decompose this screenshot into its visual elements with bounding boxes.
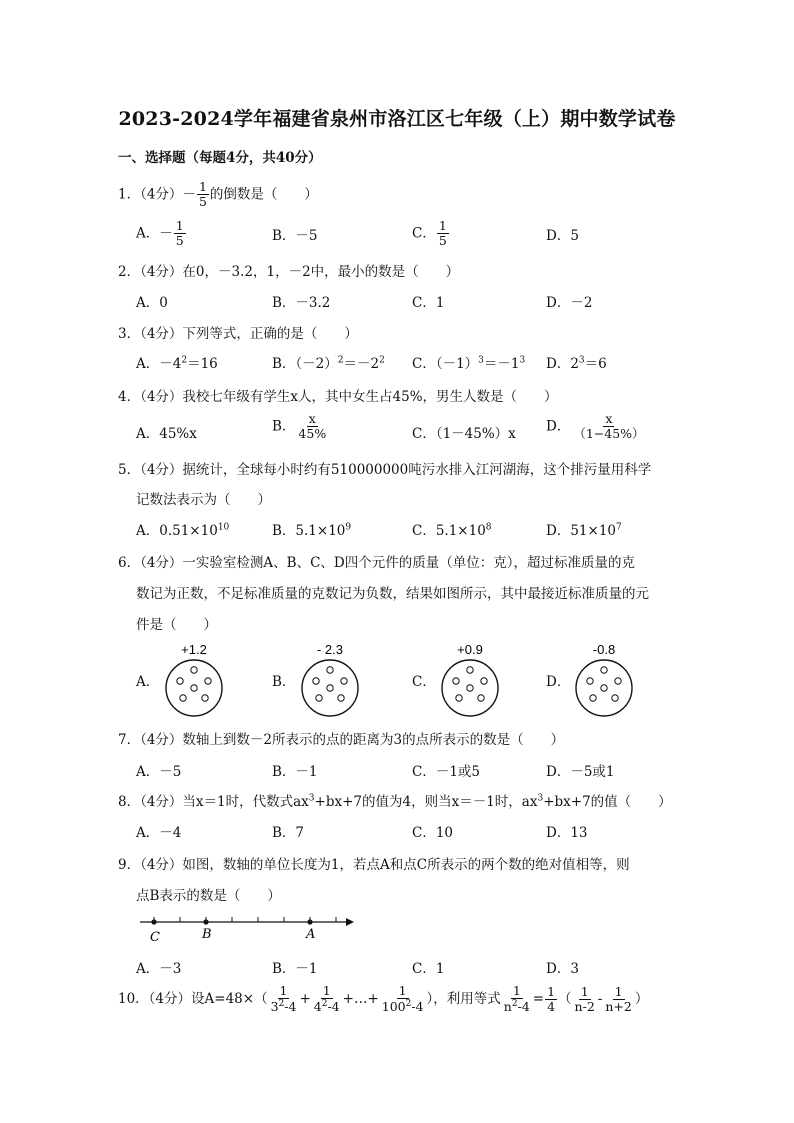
q1-option-d[interactable]: D．5 bbox=[546, 228, 579, 244]
q5-d-sup: 7 bbox=[616, 522, 622, 533]
q1-suffix: 的倒数是（ ） bbox=[209, 186, 318, 203]
f7-den: n+2 bbox=[605, 998, 632, 1014]
q6-figure-d bbox=[572, 640, 636, 724]
q6-figure-a bbox=[162, 640, 226, 724]
hole bbox=[313, 678, 319, 684]
q3-c-pre: C．（－1） bbox=[412, 356, 479, 372]
hole bbox=[316, 695, 322, 701]
q3-b-mid: ＝－2 bbox=[343, 356, 380, 372]
hole bbox=[601, 685, 607, 691]
q6-option-d[interactable]: D． bbox=[546, 674, 571, 690]
hole bbox=[601, 667, 607, 673]
q4-option-d[interactable] bbox=[546, 412, 648, 442]
q5-d-pre: D．51×10 bbox=[546, 523, 616, 539]
hole bbox=[191, 667, 197, 673]
q4-b-num: x bbox=[308, 411, 316, 426]
q8-mid: +bx+7的值为4，则当x＝－1时，ax bbox=[314, 794, 538, 810]
q10-pre: 10．（4分）设A=48×（ bbox=[118, 990, 268, 1007]
q4-d-label: D． bbox=[546, 418, 571, 435]
f2-sup: 2 bbox=[321, 999, 328, 1010]
q8-option-c[interactable]: C．10 bbox=[412, 825, 454, 841]
q5-a-pre: A．0.51×10 bbox=[136, 523, 218, 539]
q6-option-c[interactable]: C． bbox=[412, 674, 436, 690]
f3-den bbox=[380, 999, 426, 1015]
point-b bbox=[203, 919, 208, 924]
q10-fraction-6 bbox=[573, 985, 597, 1015]
q10-dots: +…+ bbox=[342, 990, 379, 1007]
element-disc bbox=[166, 660, 222, 716]
f4-post: -4 bbox=[517, 999, 530, 1015]
q10-plus: + bbox=[299, 990, 311, 1007]
q6-figure-b bbox=[298, 640, 362, 724]
f2-base: 4 bbox=[313, 999, 322, 1015]
q3-option-b[interactable] bbox=[272, 352, 385, 372]
f2-den bbox=[312, 999, 342, 1015]
f6-den: n-2 bbox=[574, 998, 595, 1014]
f1-post: -4 bbox=[284, 999, 297, 1015]
f2-num: 1 bbox=[322, 983, 331, 998]
hole bbox=[205, 678, 211, 684]
q3-a-post: ＝16 bbox=[187, 356, 218, 372]
hole bbox=[481, 678, 487, 684]
label-b: B bbox=[202, 927, 212, 942]
question-7-stem: 7．（4分）数轴上到数－2所表示的点的距离为3的点所表示的数是（ ） bbox=[118, 732, 565, 748]
q8-pre: 8．（4分）当x＝1时，代数式ax bbox=[118, 794, 309, 810]
q9-option-a[interactable]: A．－3 bbox=[136, 961, 182, 977]
question-3-stem: 3．（4分）下列等式，正确的是（ ） bbox=[118, 326, 358, 342]
q4-b-label: B． bbox=[272, 418, 296, 435]
arrow-icon bbox=[346, 918, 354, 926]
q8-option-b[interactable]: B．7 bbox=[272, 825, 305, 841]
q3-a-pre: A．－4 bbox=[136, 356, 182, 372]
q6-figure-c bbox=[438, 640, 502, 724]
f2-post: -4 bbox=[327, 999, 340, 1015]
element-disc bbox=[576, 660, 632, 716]
question-4-stem: 4．（4分）我校七年级有学生x人，其中女生占45%，男生人数是（ ） bbox=[118, 389, 558, 405]
f7-num: 1 bbox=[614, 983, 623, 999]
q3-b-sup: 2 bbox=[337, 355, 344, 366]
f5-num: 1 bbox=[547, 983, 556, 999]
q1-option-b[interactable]: B．－5 bbox=[272, 228, 318, 244]
q3-c-mid: ＝－1 bbox=[483, 356, 520, 372]
f1-sup: 2 bbox=[278, 999, 285, 1010]
q1-numerator: 1 bbox=[198, 179, 207, 194]
hole bbox=[467, 667, 473, 673]
q8-post: +bx+7的值（ ） bbox=[543, 794, 672, 810]
q7-option-d[interactable]: D．－5或1 bbox=[546, 764, 615, 780]
q8-option-d[interactable]: D．13 bbox=[546, 825, 588, 841]
hole bbox=[612, 695, 618, 701]
q8-sup1: 3 bbox=[308, 793, 315, 804]
q1-a-den: 5 bbox=[175, 233, 184, 249]
q3-option-d[interactable] bbox=[546, 352, 607, 372]
f1-den bbox=[269, 999, 299, 1015]
q4-option-c[interactable]: C．（1－45%）x bbox=[412, 426, 516, 442]
f4-num: 1 bbox=[512, 983, 521, 998]
q1-c-den: 5 bbox=[438, 233, 447, 249]
f1-num: 1 bbox=[279, 983, 288, 998]
q8-sup2: 3 bbox=[537, 793, 544, 804]
q4-option-b[interactable] bbox=[272, 412, 329, 442]
q6-option-a[interactable]: A． bbox=[136, 674, 160, 690]
hole bbox=[202, 695, 208, 701]
hole bbox=[478, 695, 484, 701]
q1-fraction bbox=[197, 180, 209, 210]
q5-c-sup: 8 bbox=[485, 522, 492, 533]
q5-option-a[interactable] bbox=[136, 519, 229, 539]
q2-option-b[interactable]: B．－3.2 bbox=[272, 295, 331, 311]
q1-denominator: 5 bbox=[198, 194, 207, 210]
section-heading: 一、选择题（每题4分，共40分） bbox=[118, 150, 322, 166]
q4-option-a[interactable]: A．45%x bbox=[136, 426, 197, 442]
point-a bbox=[307, 919, 312, 924]
q4-d-den: （1−45%） bbox=[573, 426, 645, 442]
question-2-stem: 2．（4分）在0，－3.2，1，－2中，最小的数是（ ） bbox=[118, 264, 460, 280]
q3-a-sup: 2 bbox=[181, 355, 188, 366]
q10-mid: ），利用等式 bbox=[426, 990, 501, 1007]
question-6-stem-line-2: 数记为正数，不足标准质量的克数记为负数，结果如图所示，其中最接近标准质量的元 bbox=[136, 586, 649, 602]
element-disc bbox=[302, 660, 358, 716]
q3-b-sup2: 2 bbox=[379, 355, 385, 366]
hole bbox=[180, 695, 186, 701]
f3-num: 1 bbox=[398, 983, 407, 998]
q10-paren-close: ） bbox=[634, 990, 649, 1007]
hole bbox=[590, 695, 596, 701]
q3-d-sup: 3 bbox=[578, 355, 585, 366]
f5-den: 4 bbox=[547, 998, 556, 1014]
q2-option-a[interactable]: A．0 bbox=[136, 295, 168, 311]
q1-minus: － bbox=[182, 186, 196, 203]
q1-a-fraction bbox=[174, 219, 186, 249]
f3-base: 100 bbox=[381, 999, 406, 1015]
question-1-stem bbox=[118, 180, 318, 210]
q3-d-pre: D．2 bbox=[546, 356, 579, 372]
q3-c-sup: 3 bbox=[478, 355, 484, 366]
q10-fraction-4 bbox=[502, 984, 532, 1015]
label-c: C bbox=[150, 930, 160, 945]
f4-base: n bbox=[503, 999, 512, 1015]
hole bbox=[327, 685, 333, 691]
f6-num: 1 bbox=[580, 983, 589, 999]
question-9-stem-line-2: 点B表示的数是（ ） bbox=[136, 888, 281, 904]
q10-eq: = bbox=[532, 990, 545, 1007]
hole bbox=[177, 678, 183, 684]
q8-option-a[interactable]: A．－4 bbox=[136, 825, 182, 841]
q1-prefix: 1．（4分） bbox=[118, 186, 183, 203]
q7-option-b[interactable]: B．－1 bbox=[272, 764, 318, 780]
hole bbox=[456, 695, 462, 701]
label-a: A bbox=[306, 927, 316, 942]
hole bbox=[341, 678, 347, 684]
hole bbox=[191, 685, 197, 691]
f3-post: -4 bbox=[411, 999, 424, 1015]
f3-sup: 2 bbox=[405, 999, 412, 1010]
q2-option-d[interactable]: D．－2 bbox=[546, 295, 593, 311]
q5-option-d[interactable] bbox=[546, 519, 622, 539]
q9-option-d[interactable]: D．3 bbox=[546, 961, 579, 977]
element-disc bbox=[442, 660, 498, 716]
hole bbox=[615, 678, 621, 684]
q4-b-den: 45% bbox=[298, 426, 327, 442]
q9-number-line bbox=[138, 910, 362, 950]
q5-b-sup: 9 bbox=[345, 522, 352, 533]
q1-c-label: C． bbox=[412, 225, 436, 242]
hole bbox=[587, 678, 593, 684]
q6-c-value: +0.9 bbox=[457, 642, 483, 657]
q9-option-c[interactable]: C．1 bbox=[412, 961, 445, 977]
q5-b-pre: B．5.1×10 bbox=[272, 523, 346, 539]
q6-b-value: - 2.3 bbox=[316, 642, 344, 657]
f1-base: 3 bbox=[270, 999, 279, 1015]
question-5-stem-line-1: 5．（4分）据统计，全球每小时约有510000000吨污水排入江河湖海，这个排污量用科学 bbox=[118, 462, 652, 478]
q10-fraction-3 bbox=[380, 984, 426, 1015]
q10-fraction-1 bbox=[269, 984, 299, 1015]
q6-a-value: +1.2 bbox=[181, 642, 207, 657]
q5-c-pre: C．5.1×10 bbox=[412, 523, 486, 539]
question-8-stem bbox=[118, 790, 672, 810]
question-10-stem bbox=[118, 984, 648, 1015]
q3-option-c[interactable] bbox=[412, 352, 525, 372]
point-c bbox=[151, 919, 156, 924]
hole bbox=[338, 695, 344, 701]
q3-option-a[interactable] bbox=[136, 352, 218, 372]
q1-option-c[interactable] bbox=[412, 219, 450, 249]
q7-option-a[interactable]: A．－5 bbox=[136, 764, 182, 780]
q10-paren-open: （ bbox=[558, 990, 572, 1007]
page-title: 2023-2024学年福建省泉州市洛江区七年级（上）期中数学试卷 bbox=[118, 108, 676, 130]
q3-c-sup2: 3 bbox=[519, 355, 526, 366]
hole bbox=[327, 667, 333, 673]
q7-option-c[interactable]: C．－1或5 bbox=[412, 764, 481, 780]
q10-fraction-5 bbox=[545, 985, 557, 1015]
f4-den bbox=[502, 999, 532, 1015]
q2-option-c[interactable]: C．1 bbox=[412, 295, 445, 311]
q1-c-num: 1 bbox=[438, 218, 447, 233]
q1-option-a[interactable] bbox=[136, 219, 187, 249]
q1-a-num: 1 bbox=[175, 218, 184, 233]
q5-option-b[interactable] bbox=[272, 519, 351, 539]
q1-a-minus: － bbox=[159, 225, 173, 242]
q6-d-value: -0.8 bbox=[592, 642, 616, 657]
question-5-stem-line-2: 记数法表示为（ ） bbox=[136, 492, 271, 508]
question-9-stem-line-1: 9．（4分）如图，数轴的单位长度为1，若点A和点C所表示的两个数的绝对值相等，则 bbox=[118, 857, 630, 873]
q5-option-c[interactable] bbox=[412, 519, 492, 539]
q10-fraction-2 bbox=[312, 984, 342, 1015]
question-6-stem-line-3: 件是（ ） bbox=[136, 617, 217, 633]
hole bbox=[467, 685, 473, 691]
q6-option-b[interactable]: B． bbox=[272, 674, 296, 690]
q1-a-label: A． bbox=[136, 225, 160, 242]
hole bbox=[453, 678, 459, 684]
q4-d-num: x bbox=[605, 411, 613, 426]
q1-c-fraction bbox=[437, 219, 449, 249]
q5-a-sup: 10 bbox=[217, 522, 230, 533]
q3-d-post: ＝6 bbox=[584, 356, 607, 372]
q10-minus: - bbox=[597, 990, 603, 1007]
q3-b-pre: B．（－2） bbox=[272, 356, 338, 372]
f4-sup: 2 bbox=[511, 999, 518, 1010]
q9-option-b[interactable]: B．－1 bbox=[272, 961, 318, 977]
q10-fraction-7 bbox=[603, 985, 633, 1015]
question-6-stem-line-1: 6．（4分）一实验室检测A、B、C、D四个元件的质量（单位：克），超过标准质量的克 bbox=[118, 555, 636, 571]
q4-d-fraction bbox=[571, 412, 646, 442]
q4-b-fraction bbox=[296, 412, 328, 442]
